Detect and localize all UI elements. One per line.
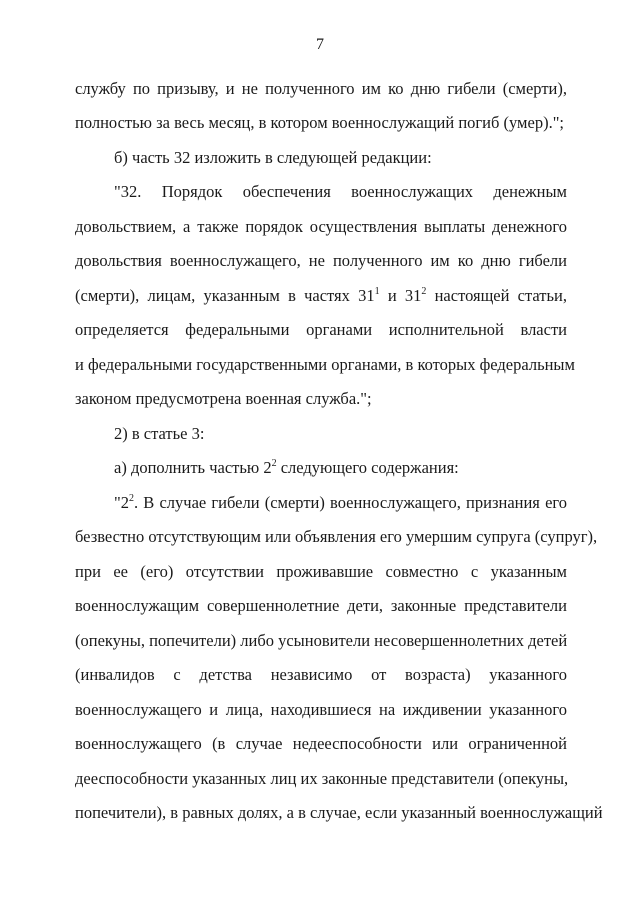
text-line: безвестно отсутствующим или объявления его умершим супруга (супруг), <box>75 527 598 546</box>
text-line: а) дополнить частью $2^2$ следующего содержания: <box>114 458 459 477</box>
text-line: б) часть 32 изложить в следующей редакции: <box>114 148 432 167</box>
text-line: военнослужащего и лица, находившиеся на иждивении указанного <box>75 700 567 719</box>
text-line: "32. Порядок обеспечения военнослужащих денежным <box>114 182 567 201</box>
text-line: военнослужащим совершеннолетние дети, законные представители <box>75 596 567 615</box>
text-line: законом предусмотрена военная служба."; <box>75 389 372 408</box>
page-number: 7 <box>316 36 324 53</box>
text-line: (инвалидов с детства независимо от возраста) указанного <box>75 665 567 684</box>
text-line: (смерти), лицам, указанным в частях $31^1$ и $31^2$ настоящей статьи, <box>75 286 567 305</box>
text-line: довольствия военнослужащего, не полученного им ко дню гибели <box>75 251 567 270</box>
text-line: при ее (его) отсутствии проживавшие совместно с указанным <box>75 562 567 581</box>
text-line: "$2^2$. В случае гибели (смерти) военнослужащего, признания его <box>114 493 567 512</box>
text-line: полностью за весь месяц, в котором военнослужащий погиб (умер)."; <box>75 113 565 132</box>
text-line: определяется федеральными органами исполнительной власти <box>75 320 567 339</box>
text-line: 2) в статье 3: <box>114 424 205 443</box>
text-line: попечители), в равных долях, а в случае, если указанный военнослужащий <box>75 803 603 822</box>
text-line: службу по призыву, и не полученного им ко дню гибели (смерти), <box>75 79 567 98</box>
text-line: военнослужащего (в случае недееспособности или ограниченной <box>75 734 567 753</box>
text-line: довольствием, а также порядок осуществления выплаты денежного <box>75 217 567 236</box>
text-line: и федеральными государственными органами, в которых федеральным <box>75 355 575 374</box>
text-line: (опекуны, попечители) либо усыновители несовершеннолетних детей <box>75 631 568 650</box>
text-line: дееспособности указанных лиц их законные представители (опекуны, <box>75 769 569 788</box>
